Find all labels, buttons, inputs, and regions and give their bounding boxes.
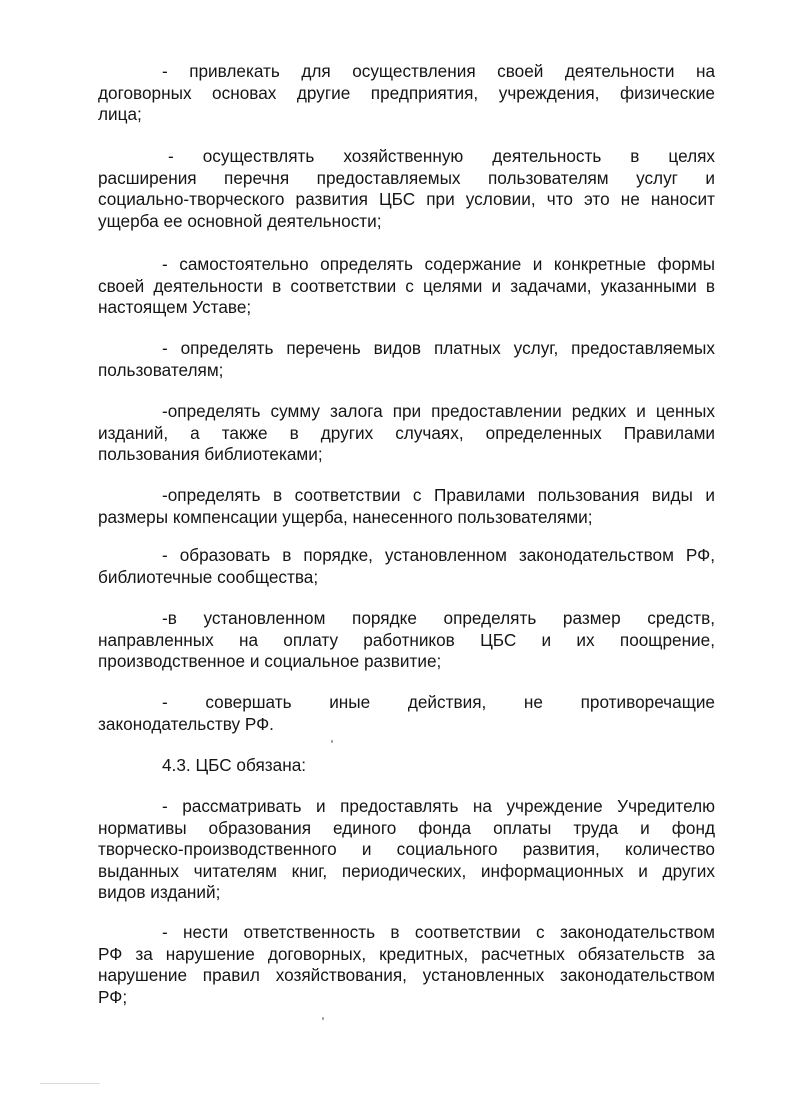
text-line: договорных основах другие предприятия, учреждения, физические (98, 82, 715, 103)
text-line: -определять сумму залога при предоставлении редких и ценных (162, 401, 715, 421)
section-heading (98, 755, 715, 777)
paragraph (98, 922, 715, 1008)
paragraph (98, 146, 715, 232)
text-line: законодательству РФ. (98, 713, 274, 734)
text-line: РФ за нарушение договорных, кредитных, расчетных обязательств за (98, 943, 715, 964)
paragraph (98, 338, 715, 381)
text-line: - самостоятельно определять содержание и конкретные формы (162, 254, 715, 274)
text-line: изданий, а также в других случаях, определенных Правилами (98, 422, 715, 443)
text-line: РФ; (98, 986, 128, 1007)
text-line: лица; (98, 104, 142, 124)
text-line: - привлекать для осуществления своей деятельности на (162, 61, 715, 81)
text-line: производственное и социальное развитие; (98, 651, 442, 671)
scan-speck (331, 740, 333, 743)
text-line: творческо-производственного и социального развития, количество (98, 839, 715, 859)
text-line: - совершать иные действия, не противоречащие (162, 692, 715, 712)
text-line: пользования библиотеками; (98, 444, 323, 464)
text-line: выданных читателям книг, периодических, информационных и других (98, 860, 715, 881)
text-line: своей деятельности в соответствии с целями и задачами, указанными в (98, 275, 715, 296)
text-line: видов изданий; (98, 882, 221, 902)
text-line: - рассматривать и предоставлять на учреждение Учредителю (162, 796, 715, 816)
text-line: - нести ответственность в соответствии с законодательством (162, 922, 715, 942)
text-line: - образовать в порядке, установленном законодательством РФ, (162, 545, 715, 565)
text-line: 4.3. ЦБС обязана: (162, 755, 307, 775)
paragraph (98, 545, 715, 588)
text-line: расширения перечня предоставляемых пользователям услуг и (98, 167, 715, 188)
text-line: ущерба ее основной деятельности; (98, 210, 382, 231)
scan-edge-mark (40, 1083, 100, 1084)
text-line: нормативы образования единого фонда оплаты труда и фонд (98, 817, 715, 838)
text-line: пользователям; (98, 359, 224, 380)
paragraph (98, 485, 715, 528)
text-line: настоящем Уставе; (98, 297, 252, 317)
text-line: - осуществлять хозяйственную деятельность в целях (168, 146, 715, 166)
paragraph (98, 796, 715, 904)
text-line: направленных на оплату работников ЦБС и их поощрение, (98, 629, 715, 650)
text-line: библиотечные сообщества; (98, 566, 319, 587)
text-line: размеры компенсации ущерба, нанесенного пользователями; (98, 506, 593, 527)
paragraph (98, 401, 715, 466)
paragraph (98, 61, 715, 126)
text-line: -в установленном порядке определять размер средств, (162, 608, 715, 628)
paragraph (98, 608, 715, 673)
text-line: нарушение правил хозяйствования, установленных законодательством (98, 965, 715, 985)
paragraph (98, 692, 715, 735)
scan-speck (322, 1017, 324, 1020)
paragraph (98, 254, 715, 319)
text-line: -определять в соответствии с Правилами пользования виды и (162, 485, 715, 505)
text-line: социально-творческого развития ЦБС при условии, что это не наносит (98, 189, 715, 209)
text-line: - определять перечень видов платных услуг, предоставляемых (162, 338, 715, 358)
